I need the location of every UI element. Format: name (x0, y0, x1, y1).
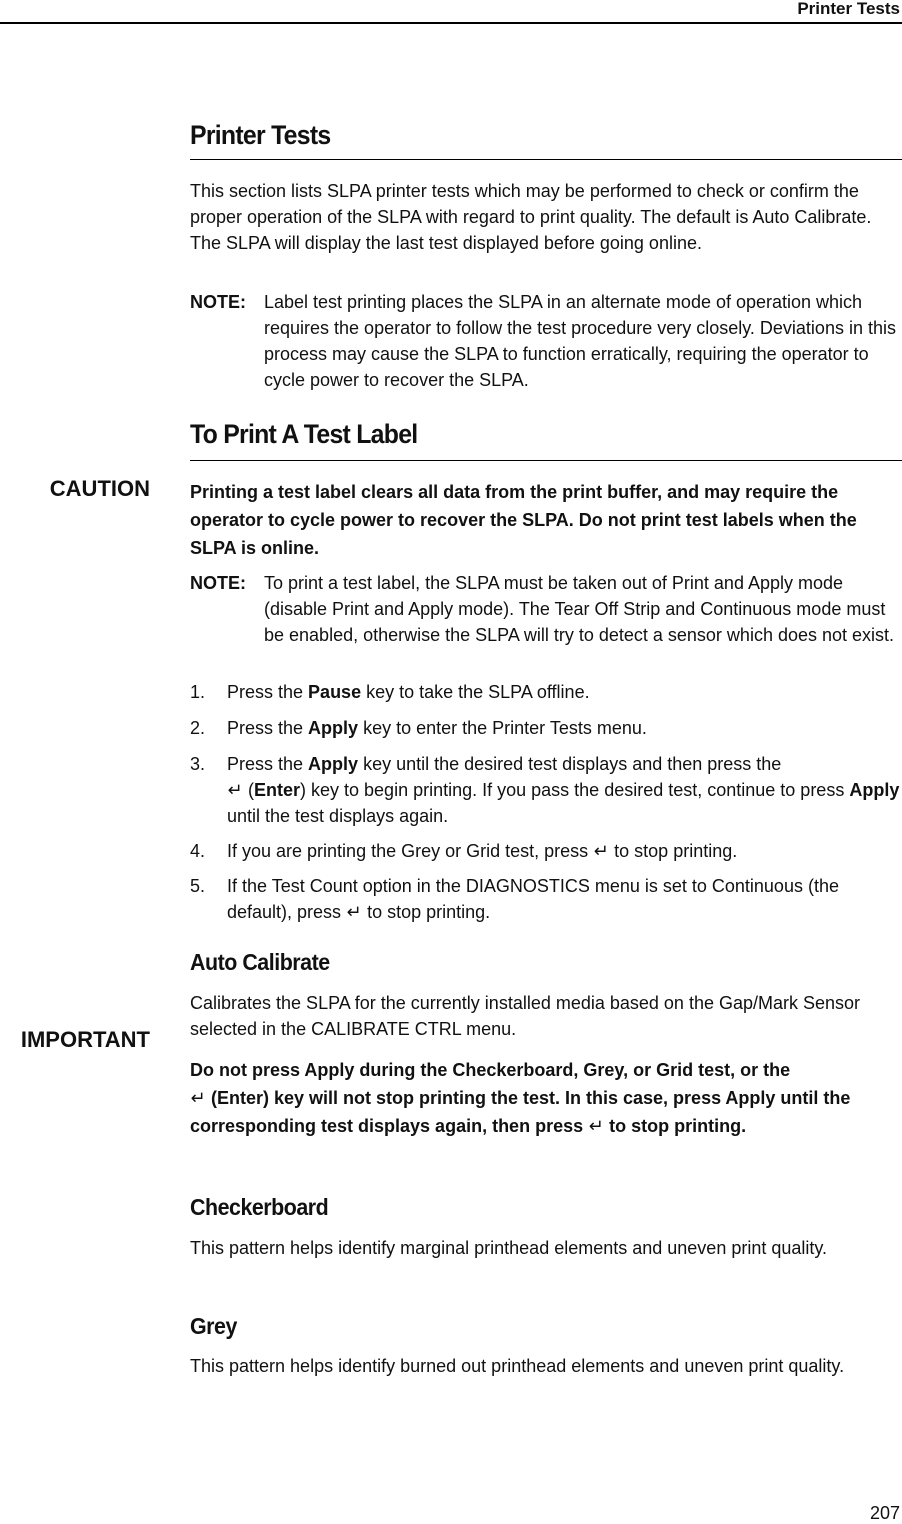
step-4: 4. If you are printing the Grey or Grid test, press ↵ to stop printing. (190, 838, 902, 864)
important-text: Do not press Apply during the Checkerboard, Grey, or Grid test, or the ↵ (Enter) key will not stop printing the test. In this case, press Apply until the corresponding test displays again, then press ↵ to stop printing. (190, 1056, 902, 1140)
step-number: 3. (190, 754, 206, 774)
enter-key-icon: ↵ (227, 780, 243, 800)
step-5: 5. If the Test Count option in the DIAGNOSTICS menu is set to Continuous (the default), press ↵ to stop printing. (190, 873, 902, 925)
page-number: 207 (869, 1503, 900, 1523)
note-2-label: NOTE: (190, 573, 246, 593)
running-header (0, 0, 902, 24)
section-title-rule (190, 159, 902, 160)
note-1 (190, 289, 902, 393)
step-number: 5. (190, 876, 206, 896)
enter-key-icon: ↵ (190, 1088, 206, 1108)
step-2: 2. Press the Apply key to enter the Printer Tests menu. (190, 715, 902, 741)
test-label-title: To Print A Test Label (190, 419, 418, 449)
test-label-title-rule (190, 460, 902, 461)
step-number: 2. (190, 718, 206, 738)
running-header-title: Printer Tests (797, 0, 900, 18)
section-title: Printer Tests (190, 120, 331, 150)
important-label: IMPORTANT (20, 1027, 150, 1052)
step-1: 1. Press the Pause key to take the SLPA offline. (190, 679, 902, 705)
caution-text: Printing a test label clears all data from the print buffer, and may require the operator to cycle power to recover the SLPA. Do not print test labels when the SLPA is online. (190, 482, 857, 558)
intro-paragraph: This section lists SLPA printer tests which may be performed to check or confirm the proper operation of the SLPA with regard to print quality. The default is Auto Calibrate. The SLPA will display the last test displayed before going online. (190, 181, 872, 253)
step-number: 1. (190, 682, 206, 702)
auto-calibrate-title: Auto Calibrate (190, 949, 330, 975)
note-1-text: Label test printing places the SLPA in an alternate mode of operation which requires the operator to follow the test procedure very closely. Deviations in this process may cause the SLPA to function erratically, requiring the operator to cycle power to recover the SLPA. (264, 292, 896, 390)
checkerboard-text: This pattern helps identify marginal printhead elements and uneven print quality. (190, 1238, 828, 1258)
checkerboard-title: Checkerboard (190, 1194, 329, 1220)
note-2-text: To print a test label, the SLPA must be taken out of Print and Apply mode (disable Print and Apply mode). The Tear Off Strip and Continuous mode must be enabled, otherwise the SLPA will try to detect a sensor which does not exist. (264, 573, 895, 645)
enter-key-icon: ↵ (346, 902, 362, 922)
auto-calibrate-text: Calibrates the SLPA for the currently installed media based on the Gap/Mark Sensor selected in the CALIBRATE CTRL menu. (190, 993, 861, 1039)
step-3: 3. Press the Apply key until the desired test displays and then press the ↵ (Enter) key to begin printing. If you pass the desired test, continue to press Apply until the test displays again. (190, 751, 902, 829)
note-2 (190, 570, 902, 648)
grey-title: Grey (190, 1313, 237, 1339)
note-1-label: NOTE: (190, 292, 246, 312)
caution-label: CAUTION (49, 476, 150, 501)
enter-key-icon: ↵ (588, 1116, 604, 1136)
enter-key-icon: ↵ (593, 841, 609, 861)
grey-text: This pattern helps identify burned out printhead elements and uneven print quality. (190, 1356, 845, 1376)
step-number: 4. (190, 841, 206, 861)
